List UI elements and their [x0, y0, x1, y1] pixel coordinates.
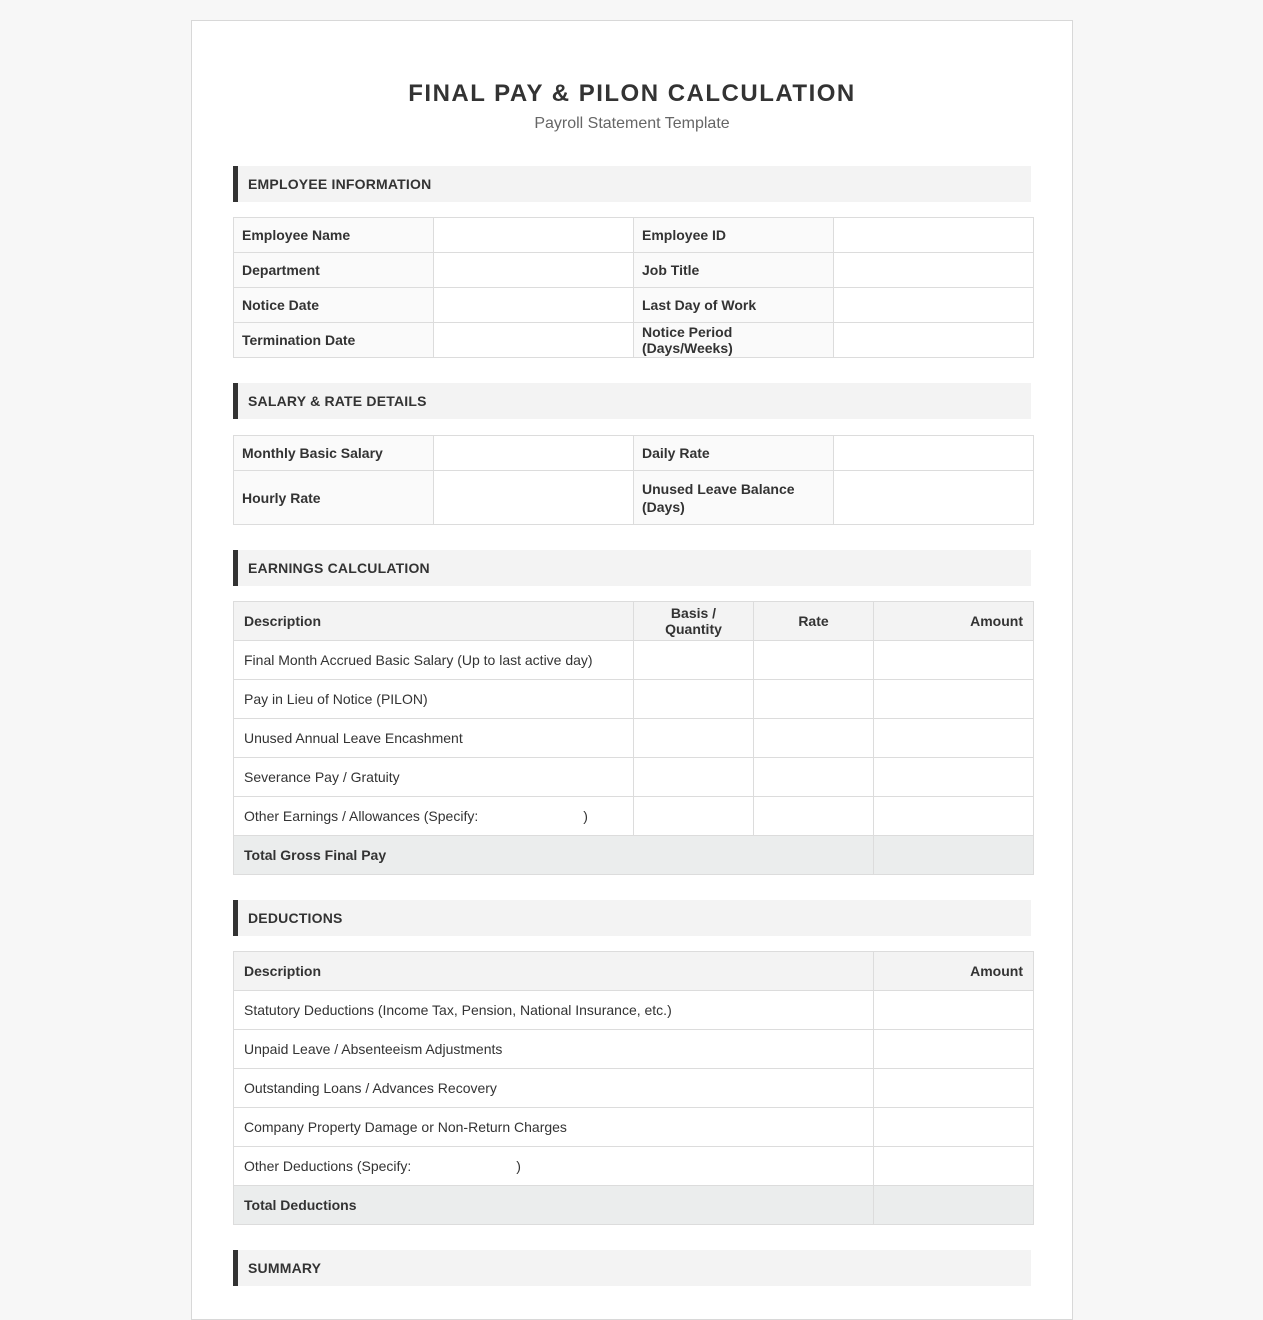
- total-gross-label: Total Gross Final Pay: [234, 836, 874, 875]
- document-title: FINAL PAY & PILON CALCULATION: [408, 80, 856, 107]
- salary-table: [233, 435, 1034, 525]
- department-field[interactable]: [434, 253, 634, 288]
- field-label: Monthly Basic Salary: [234, 436, 434, 471]
- total-row: [234, 1186, 1034, 1225]
- column-header-amount: Amount: [874, 602, 1034, 641]
- section-header-summary: SUMMARY: [233, 1250, 1031, 1286]
- deduction-description-other: [234, 1147, 874, 1186]
- deductions-table: [233, 951, 1034, 1225]
- section-header-employee-information: EMPLOYEE INFORMATION: [233, 166, 1031, 202]
- section-header-deductions: DEDUCTIONS: [233, 900, 1031, 936]
- document-page: [191, 20, 1073, 1320]
- column-header-amount: Amount: [874, 952, 1034, 991]
- table-row: [234, 719, 1034, 758]
- earning-description: Unused Annual Leave Encashment: [234, 719, 634, 758]
- total-gross-amount[interactable]: [874, 836, 1034, 875]
- table-row: [234, 991, 1034, 1030]
- amount-cell[interactable]: [874, 758, 1034, 797]
- earning-description: Final Month Accrued Basic Salary (Up to last active day): [234, 641, 634, 680]
- basis-cell[interactable]: [634, 680, 754, 719]
- earning-description-other: [234, 797, 634, 836]
- section-header-earnings: EARNINGS CALCULATION: [233, 550, 1031, 586]
- earnings-table: [233, 601, 1034, 875]
- other-earnings-label: Other Earnings / Allowances (Specify:: [244, 808, 479, 824]
- field-label: Notice Period (Days/Weeks): [634, 323, 834, 358]
- table-header-row: [234, 952, 1034, 991]
- basis-cell[interactable]: [634, 797, 754, 836]
- field-label: Job Title: [634, 253, 834, 288]
- field-label: Department: [234, 253, 434, 288]
- basis-cell[interactable]: [634, 641, 754, 680]
- hourly-rate-field[interactable]: [434, 471, 634, 525]
- basis-cell[interactable]: [634, 758, 754, 797]
- last-day-field[interactable]: [834, 288, 1034, 323]
- table-row: [234, 218, 1034, 253]
- deduction-description: Statutory Deductions (Income Tax, Pension, National Insurance, etc.): [234, 991, 874, 1030]
- table-row: [234, 641, 1034, 680]
- table-row: [234, 288, 1034, 323]
- amount-cell[interactable]: [874, 680, 1034, 719]
- amount-cell[interactable]: [874, 991, 1034, 1030]
- rate-cell[interactable]: [754, 641, 874, 680]
- employee-name-field[interactable]: [434, 218, 634, 253]
- column-header-description: Description: [234, 952, 874, 991]
- field-label: Unused Leave Balance (Days): [634, 471, 834, 525]
- amount-cell[interactable]: [874, 1108, 1034, 1147]
- daily-rate-field[interactable]: [834, 436, 1034, 471]
- rate-cell[interactable]: [754, 719, 874, 758]
- basis-cell[interactable]: [634, 719, 754, 758]
- total-row: [234, 836, 1034, 875]
- termination-date-field[interactable]: [434, 323, 634, 358]
- rate-cell[interactable]: [754, 680, 874, 719]
- total-deductions-label: Total Deductions: [234, 1186, 874, 1225]
- field-label: Employee ID: [634, 218, 834, 253]
- field-label: Termination Date: [234, 323, 434, 358]
- unused-leave-field[interactable]: [834, 471, 1034, 525]
- table-row: [234, 253, 1034, 288]
- table-row: [234, 1069, 1034, 1108]
- earning-description: Severance Pay / Gratuity: [234, 758, 634, 797]
- table-row: [234, 680, 1034, 719]
- earning-description: Pay in Lieu of Notice (PILON): [234, 680, 634, 719]
- column-header-rate: Rate: [754, 602, 874, 641]
- amount-cell[interactable]: [874, 719, 1034, 758]
- document-subtitle: Payroll Statement Template: [534, 115, 730, 132]
- field-label: Last Day of Work: [634, 288, 834, 323]
- amount-cell[interactable]: [874, 797, 1034, 836]
- field-label: Employee Name: [234, 218, 434, 253]
- table-row: [234, 797, 1034, 836]
- deduction-description: Company Property Damage or Non-Return Charges: [234, 1108, 874, 1147]
- closing-paren: ): [516, 1158, 521, 1174]
- rate-cell[interactable]: [754, 797, 874, 836]
- deduction-description: Outstanding Loans / Advances Recovery: [234, 1069, 874, 1108]
- notice-period-field[interactable]: [834, 323, 1034, 358]
- table-row: [234, 758, 1034, 797]
- table-row: [234, 1108, 1034, 1147]
- amount-cell[interactable]: [874, 1069, 1034, 1108]
- monthly-salary-field[interactable]: [434, 436, 634, 471]
- table-row: [234, 1147, 1034, 1186]
- employee-id-field[interactable]: [834, 218, 1034, 253]
- column-header-basis: Basis / Quantity: [634, 602, 754, 641]
- rate-cell[interactable]: [754, 758, 874, 797]
- deduction-description: Unpaid Leave / Absenteeism Adjustments: [234, 1030, 874, 1069]
- amount-cell[interactable]: [874, 641, 1034, 680]
- employee-info-table: [233, 217, 1034, 358]
- table-row: [234, 436, 1034, 471]
- amount-cell[interactable]: [874, 1030, 1034, 1069]
- notice-date-field[interactable]: [434, 288, 634, 323]
- table-header-row: [234, 602, 1034, 641]
- table-row: [234, 1030, 1034, 1069]
- total-deductions-amount[interactable]: [874, 1186, 1034, 1225]
- table-row: [234, 323, 1034, 358]
- field-label: Daily Rate: [634, 436, 834, 471]
- amount-cell[interactable]: [874, 1147, 1034, 1186]
- field-label: Notice Date: [234, 288, 434, 323]
- other-deductions-label: Other Deductions (Specify:: [244, 1158, 412, 1174]
- job-title-field[interactable]: [834, 253, 1034, 288]
- closing-paren: ): [583, 808, 588, 824]
- field-label: Hourly Rate: [234, 471, 434, 525]
- table-row: [234, 471, 1034, 525]
- section-header-salary-rate: SALARY & RATE DETAILS: [233, 383, 1031, 419]
- column-header-description: Description: [234, 602, 634, 641]
